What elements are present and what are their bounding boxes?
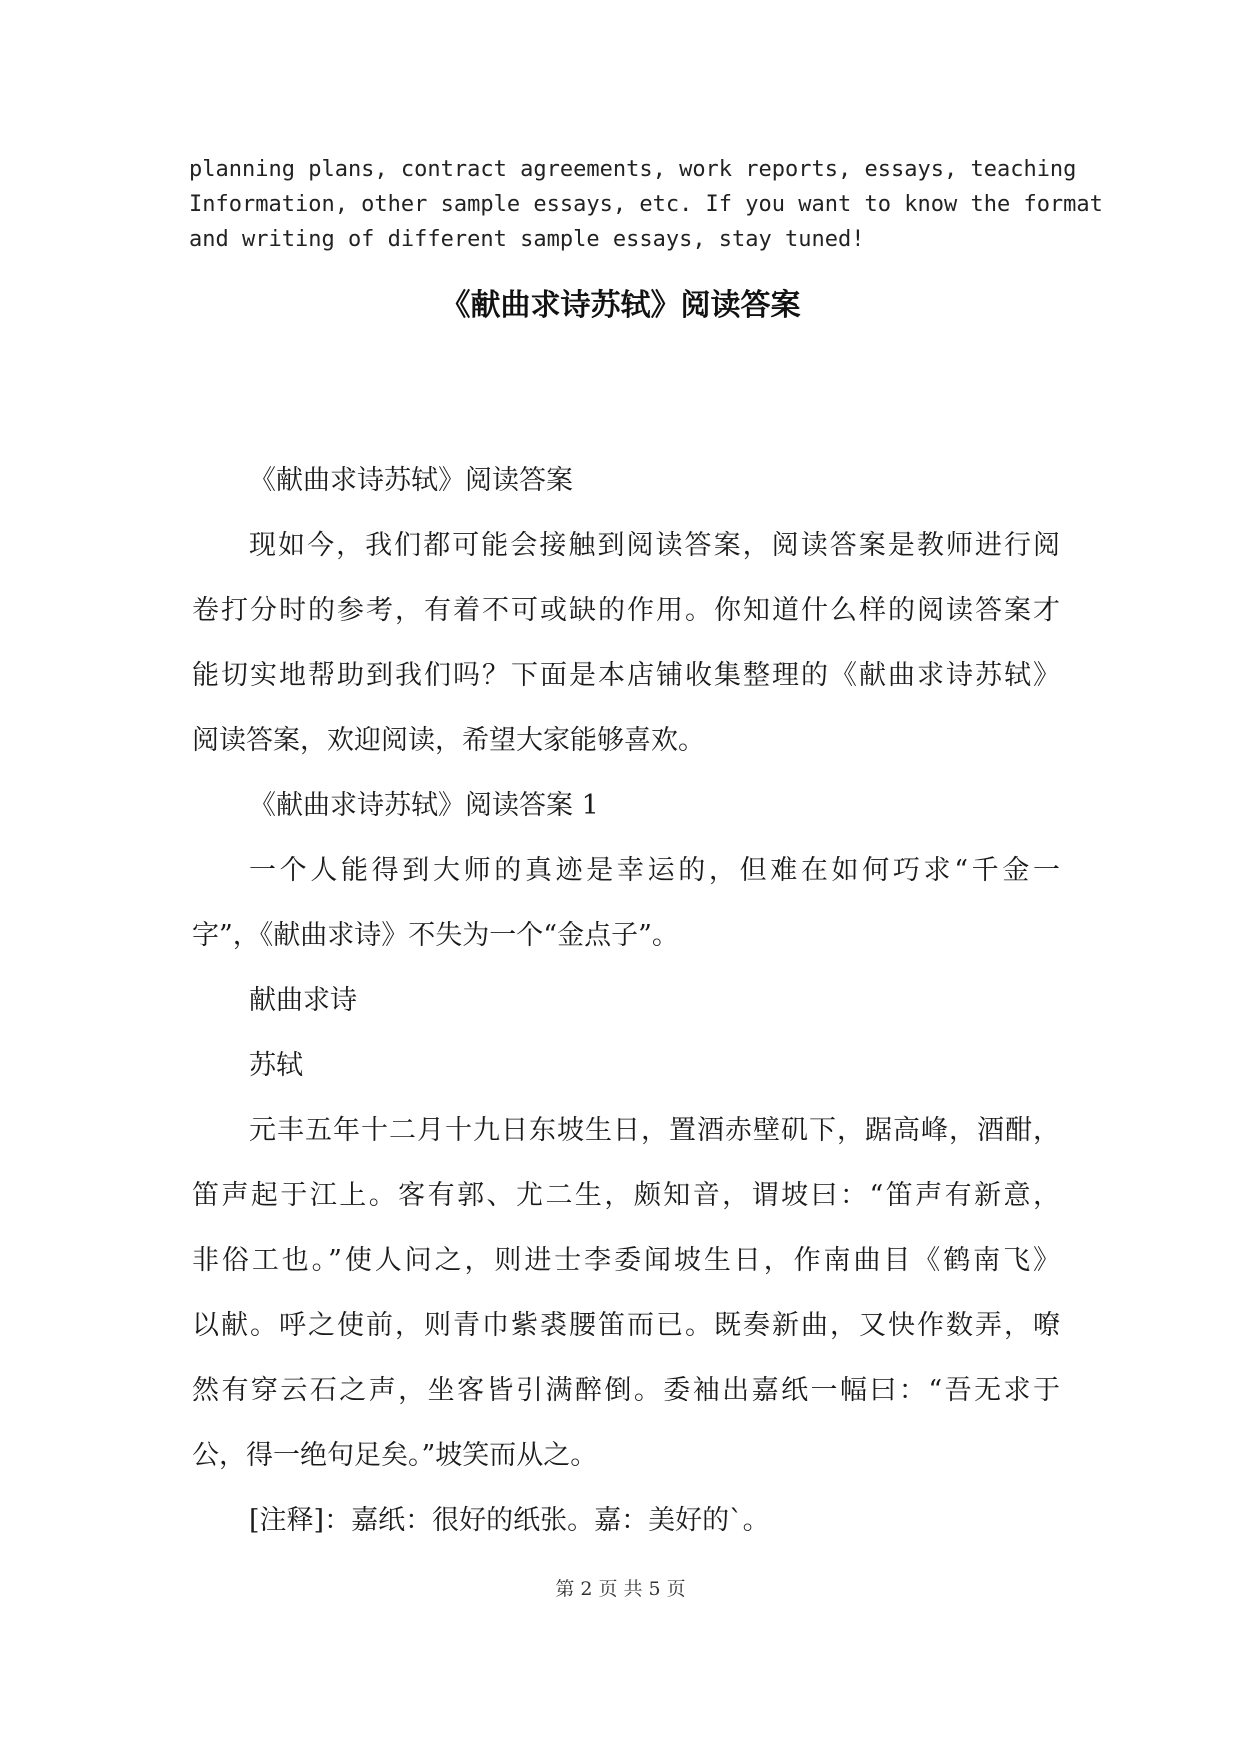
intro-line: and writing of different sample essays, stay tuned! bbox=[189, 227, 865, 252]
page-number-footer: 第 2 页 共 5 页 bbox=[555, 1578, 686, 1600]
document-body bbox=[192, 448, 1060, 1553]
intro-line: planning plans, contract agreements, work reports, essays, teaching bbox=[189, 157, 1077, 182]
body-line: [注释]：嘉纸：很好的纸张。嘉：美好的`。 bbox=[249, 1505, 770, 1536]
body-line: 以献。呼之使前，则青巾紫裘腰笛而已。既奏新曲，又快作数弄，嘹 bbox=[192, 1310, 1060, 1341]
body-line: 公，得一绝句足矣。”坡笑而从之。 bbox=[192, 1440, 598, 1471]
body-line: 笛声起于江上。客有郭、尤二生，颇知音，谓坡曰：“笛声有新意， bbox=[192, 1180, 1060, 1211]
body-line: 一个人能得到大师的真迹是幸运的，但难在如何巧求“千金一 bbox=[249, 855, 1060, 886]
body-line: 阅读答案，欢迎阅读，希望大家能够喜欢。 bbox=[192, 725, 705, 756]
body-line: 献曲求诗 bbox=[249, 985, 357, 1016]
body-line: 苏轼 bbox=[249, 1050, 303, 1081]
body-line: 非俗工也。”使人问之，则进士李委闻坡生日，作南曲目《鹤南飞》 bbox=[192, 1245, 1060, 1276]
intro-line: Information, other sample essays, etc. If you want to know the format bbox=[189, 192, 1103, 217]
document-title: 《献曲求诗苏轼》阅读答案 bbox=[440, 288, 801, 323]
body-line: 能切实地帮助到我们吗？下面是本店铺收集整理的《献曲求诗苏轼》 bbox=[192, 660, 1060, 691]
body-line: 《献曲求诗苏轼》阅读答案 bbox=[249, 465, 573, 496]
intro-paragraph bbox=[189, 152, 1103, 257]
body-line: 现如今，我们都可能会接触到阅读答案，阅读答案是教师进行阅 bbox=[249, 530, 1060, 561]
body-line: 然有穿云石之声，坐客皆引满醉倒。委袖出嘉纸一幅曰：“吾无求于 bbox=[192, 1375, 1060, 1406]
body-line: 元丰五年十二月十九日东坡生日，置酒赤壁矶下，踞高峰，酒酣， bbox=[249, 1115, 1060, 1146]
body-line: 《献曲求诗苏轼》阅读答案 1 bbox=[249, 790, 599, 821]
body-line: 卷打分时的参考，有着不可或缺的作用。你知道什么样的阅读答案才 bbox=[192, 595, 1060, 626]
body-line: 字”，《献曲求诗》不失为一个“金点子”。 bbox=[192, 920, 679, 951]
